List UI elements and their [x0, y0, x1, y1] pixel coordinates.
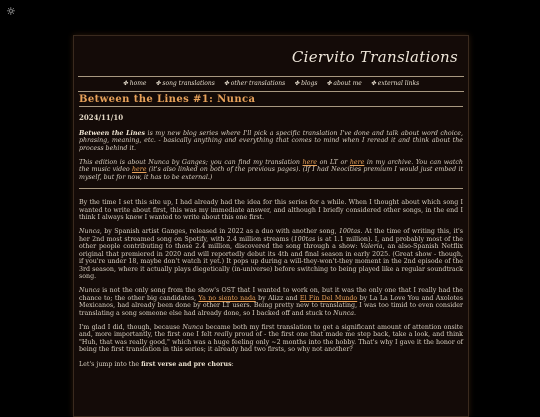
nav-blogs[interactable]: ✤ blogs [294, 80, 318, 87]
series-name: Between the Lines [79, 129, 146, 137]
lt-translation-link[interactable]: here [302, 159, 318, 167]
paragraph: Let's jump into the first verse and pre chorus: [79, 360, 234, 368]
edition-paragraph: This edition is about Nunca by Ganges; you can find my translation here on LT or here in my archive. You can watch the music video here (it's also linked on both of the previous pages). (If I had Neocities premium I would just embed it myself, but for now, it has to be external.) [79, 159, 463, 181]
nav-about-me[interactable]: ✤ about me [326, 80, 362, 87]
divider [78, 76, 464, 77]
paragraph: By the time I set this site up, I had already had the idea for this series for a while. When I thought about which song I wanted to write about first, this was my immediate answer, and although I briefly considered other songs, in the end I think I always knew I wanted to write about this one first. [79, 199, 463, 222]
paragraph: I'm glad I did, though, because Nunca became both my first translation to get a significant amount of attention onsite and, more importantly, the first one I felt really proud of - the first one that made me step back, take a look, and think "Huh, that was really good," which was a huge feeling only ~2 months into the hobby. That's why I gave it the honor of being the first translation in this series; it already had two firsts, so why not another? [79, 323, 463, 354]
paragraph: Nunca, by Spanish artist Ganges, released in 2022 as a duo with another song, 100tas. At the time of writing this, it's her 2nd most streamed song on Spotify, with 2.4 million streams (100tas is at 1.1 million). I, and probably most of the other people contributing to those 2.4 million, discovered the song through a show: Valeria, an also-Spanish Netflix original that premiered in 2020 and will reportedly debut its 4th and final season in early 2025. (Great show - though, if you're under 18, maybe don't watch it yet.) It pops up during a will-they-won't-they moment in the 2nd episode of the 3rd season, where it actually plays diegetically (in-universe) before switching to being played like a regular soundtrack song. [79, 228, 463, 280]
music-video-link[interactable]: here [131, 166, 147, 174]
post-date: 2024/11/10 [79, 113, 124, 123]
site-title: Ciervito Translations [291, 48, 458, 66]
theme-toggle-sun-icon[interactable]: ☼ [6, 5, 16, 18]
nav-home[interactable]: ✤ home [122, 80, 147, 87]
nav-song-translations[interactable]: ✤ song translations [155, 80, 215, 87]
song-link-ya-no-siento-nada[interactable]: Ya no siento nada [198, 294, 256, 302]
archive-link[interactable]: here [349, 159, 365, 167]
intro-paragraph: Between the Lines is my new blog series where I'll pick a specific translation I've done and talk about word choice, phrasing, meaning, etc. - basically anything and everything that comes to mind when I reread it and think about the process behind it. [79, 129, 463, 152]
nav-other-translations[interactable]: ✤ other translations [223, 80, 286, 87]
song-link-el-fin-del-mundo[interactable]: El Fin Del Mundo [299, 294, 358, 302]
blog-post [79, 96, 463, 375]
nav-external-links[interactable]: ✤ external links [370, 80, 420, 87]
divider [79, 188, 463, 189]
paragraph: Nunca is not the only song from the show's OST that I wanted to work on, but it was the only one that I really had the chance to; the other big candidates, Ya no siento nada by Alizz and El Fin Del Mundo by La La Love You and Axolotes Mexicanos, had already been done by other LT users. Being pretty new to translating, I was too timid to even consider translating a song someone else had already done, so I backed off and stuck to Nunca. [79, 287, 463, 317]
page-container [73, 35, 469, 417]
divider [78, 91, 464, 92]
main-nav [74, 80, 468, 87]
post-title: Between the Lines #1: Nunca [79, 96, 463, 107]
